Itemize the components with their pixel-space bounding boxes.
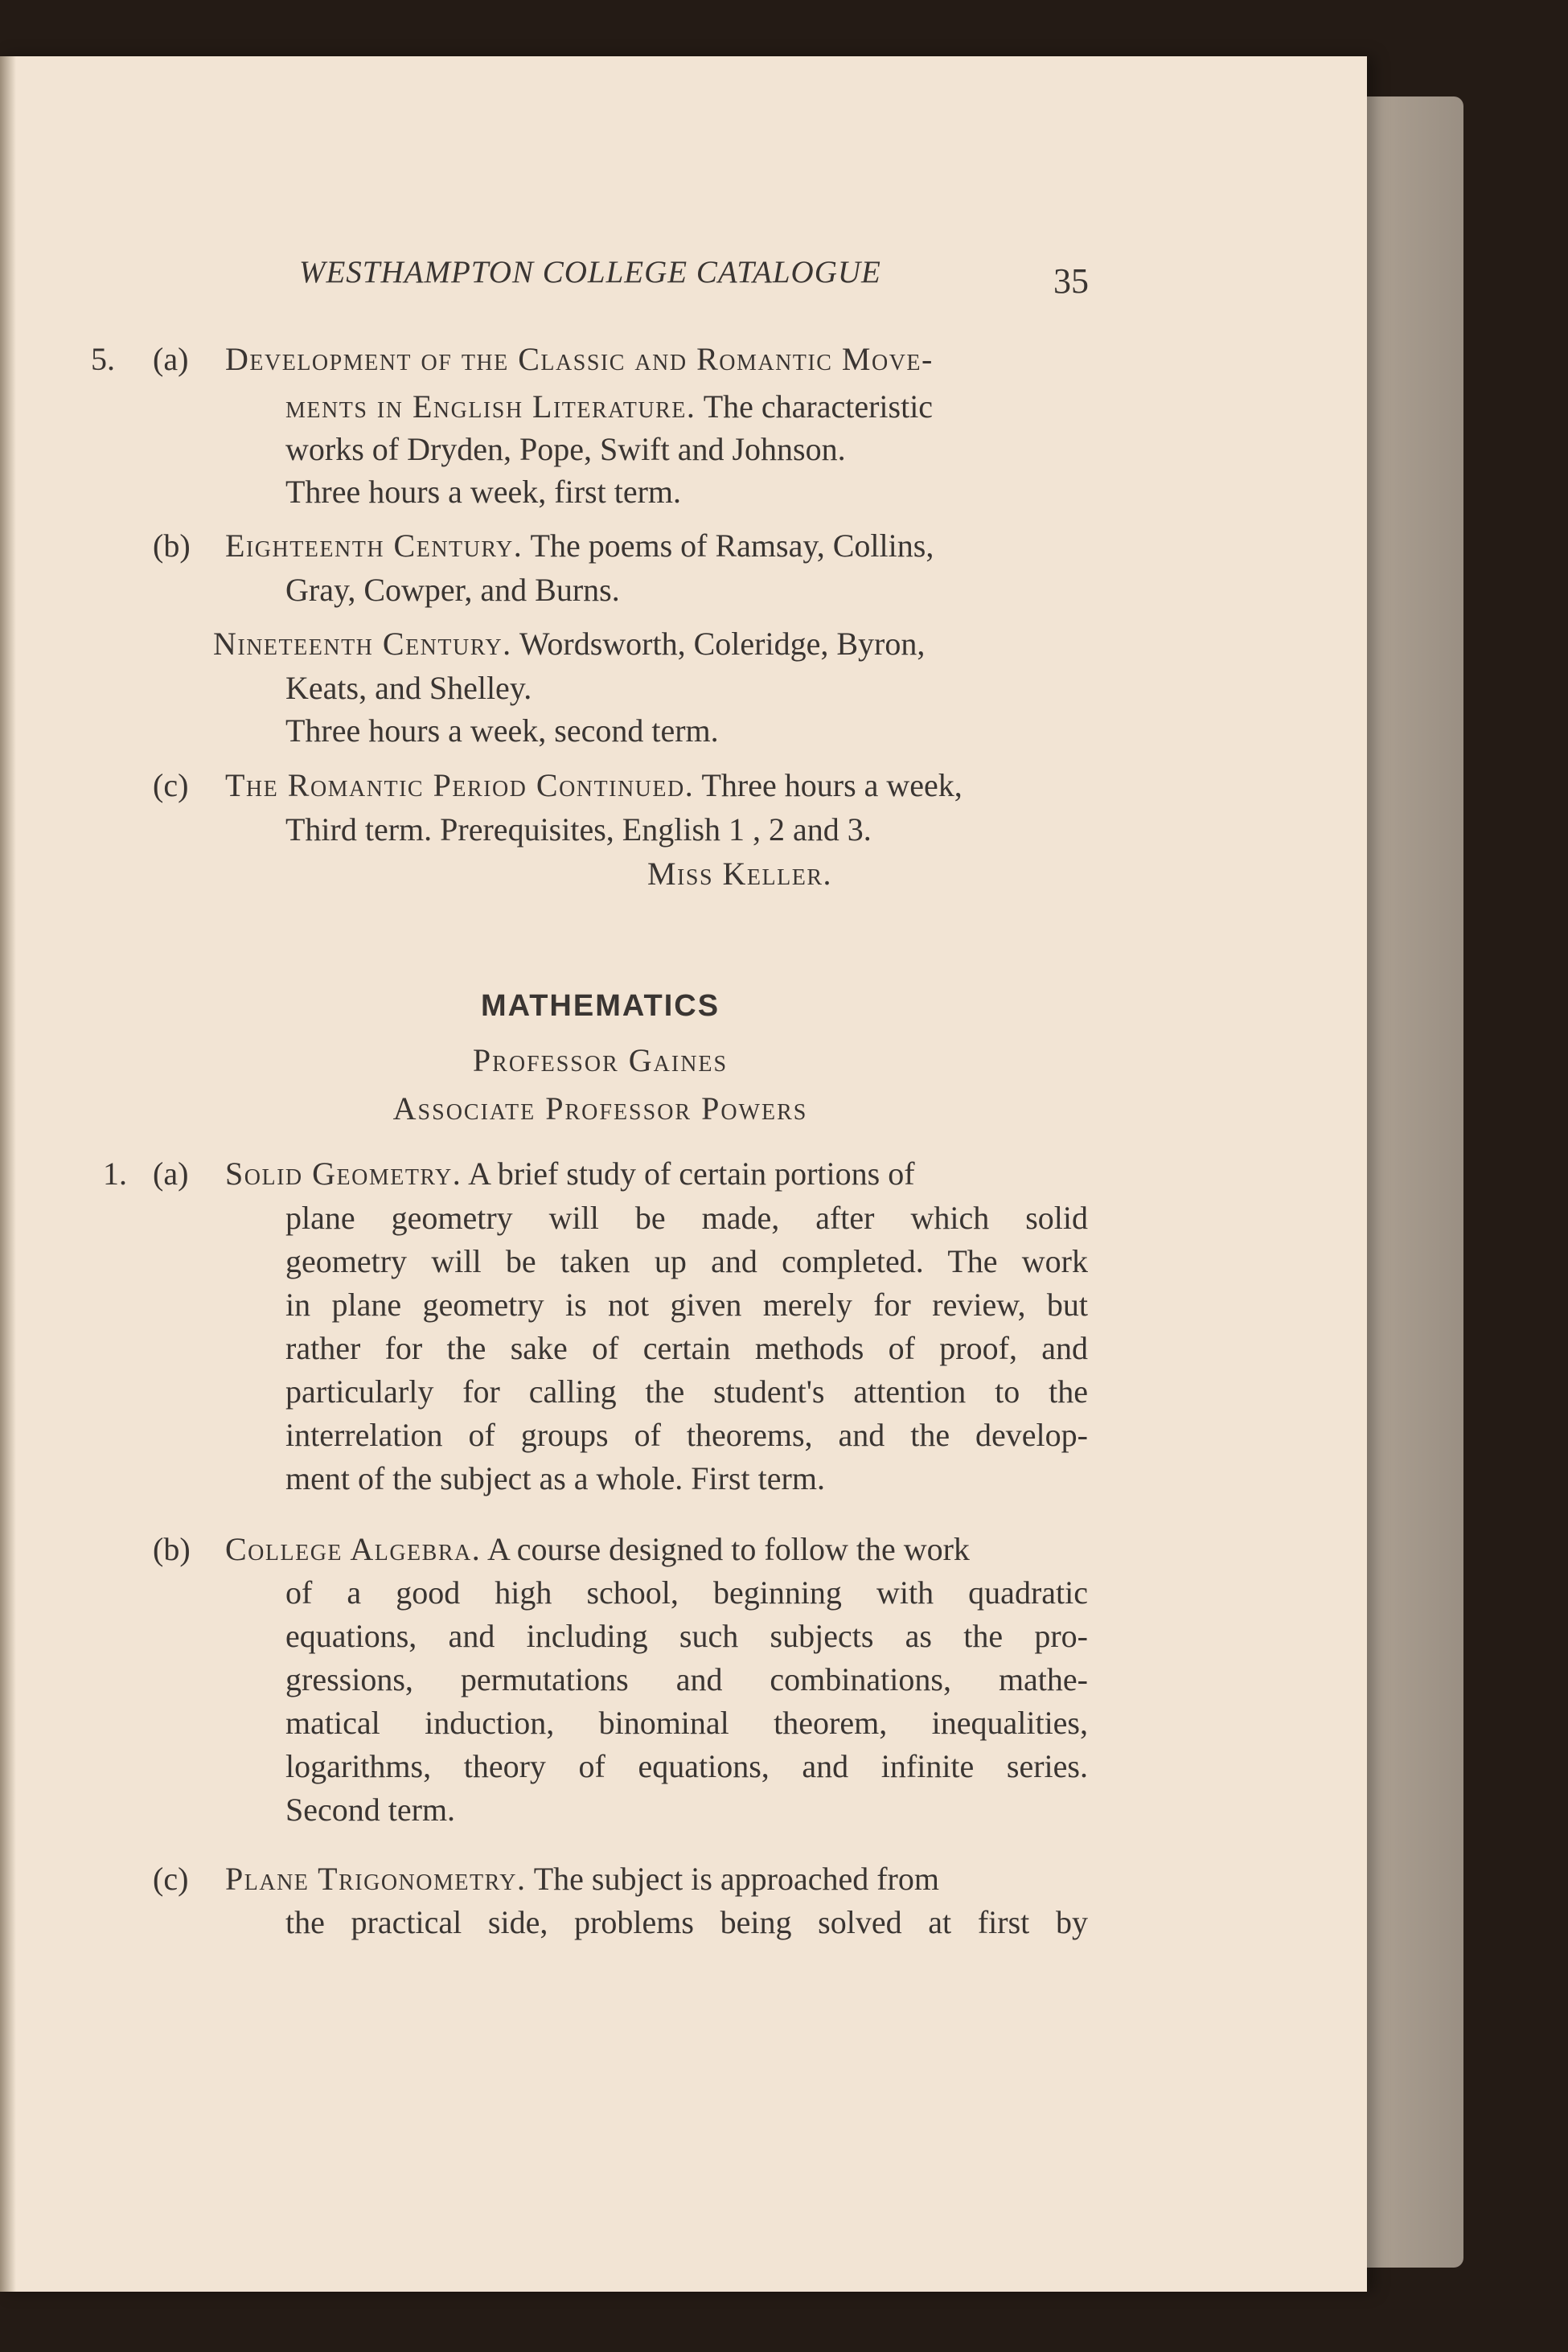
catalogue-page [0, 56, 1367, 2292]
item-title: Nineteenth Century. [213, 626, 512, 662]
item-line: rather for the sake of certain methods of proof, and [285, 1330, 1088, 1366]
item-text: Wordsworth, Coleridge, Byron, [519, 626, 926, 662]
binding-gutter [0, 56, 16, 2292]
item-title: College Algebra. [225, 1531, 482, 1567]
faculty-associate: Associate Professor Powers [392, 1090, 808, 1127]
item-title-continued: ments in English Literature. [285, 388, 696, 425]
item-letter-c: (c) [153, 767, 189, 803]
running-head [0, 254, 1367, 302]
item-text: Three hours a week, [701, 767, 963, 803]
item-letter-c: (c) [153, 1861, 189, 1897]
item-line [213, 622, 925, 666]
header-title: WESTHAMPTON COLLEGE CATALOGUE [299, 255, 881, 289]
item-line: particularly for calling the student's attention to the [285, 1373, 1088, 1410]
item-line [285, 385, 933, 429]
page-number: 35 [1053, 261, 1089, 301]
item-line: Three hours a week, second term. [285, 712, 719, 749]
item-line [225, 1152, 915, 1196]
item-text: A brief study of certain portions of [468, 1155, 915, 1192]
item-line: the practical side, problems being solved at first by [285, 1904, 1088, 1940]
item-line: Three hours a week, first term. [285, 474, 682, 510]
item-line: logarithms, theory of equations, and infinite series. [285, 1748, 1088, 1784]
item-number: 1. [103, 1155, 127, 1192]
item-title: Solid Geometry. [225, 1155, 462, 1192]
item-line [225, 1857, 939, 1901]
item-line: equations, and including such subjects as the pro- [285, 1618, 1088, 1654]
item-line: plane geometry will be made, after which solid [285, 1200, 1088, 1236]
item-text: The poems of Ramsay, Collins, [530, 527, 934, 564]
faculty-professor: Professor Gaines [472, 1042, 729, 1078]
item-line: Third term. Prerequisites, English 1 , 2 and 3. [285, 811, 872, 848]
item-title: The Romantic Period Continued. [225, 767, 695, 803]
item-line [225, 524, 934, 568]
item-number: 5. [91, 341, 115, 377]
item-line [225, 1528, 970, 1571]
item-text: The subject is approached from [533, 1861, 939, 1897]
section-heading: MATHEMATICS [480, 989, 720, 1023]
item-title: Eighteenth Century. [225, 527, 523, 564]
item-line: works of Dryden, Pope, Swift and Johnson. [285, 431, 846, 467]
item-letter-b: (b) [153, 527, 191, 564]
item-line: Keats, and Shelley. [285, 670, 532, 706]
item-line: of a good high school, beginning with quadratic [285, 1574, 1088, 1611]
item-line: ment of the subject as a whole. First term. [285, 1460, 825, 1496]
instructor-name: Miss Keller. [646, 856, 832, 892]
item-text: The characteristic [703, 388, 934, 425]
item-line: interrelation of groups of theorems, and the develop- [285, 1417, 1088, 1453]
item-text: A course designed to follow the work [487, 1531, 970, 1567]
item-title: Development of the Classic and Romantic Move- [225, 341, 934, 377]
item-letter-b: (b) [153, 1531, 191, 1567]
item-line: in plane geometry is not given merely for review, but [285, 1287, 1088, 1323]
item-letter-a: (a) [153, 1155, 189, 1192]
item-letter-a: (a) [153, 341, 189, 377]
item-title: Plane Trigonometry. [225, 1861, 527, 1897]
item-line: matical induction, binominal theorem, inequalities, [285, 1705, 1088, 1741]
item-line: Second term. [285, 1792, 456, 1828]
item-line: Gray, Cowper, and Burns. [285, 572, 620, 608]
item-line: geometry will be taken up and completed. The work [285, 1243, 1088, 1279]
item-line: gressions, permutations and combinations, mathe- [285, 1661, 1088, 1697]
item-line [225, 764, 963, 807]
